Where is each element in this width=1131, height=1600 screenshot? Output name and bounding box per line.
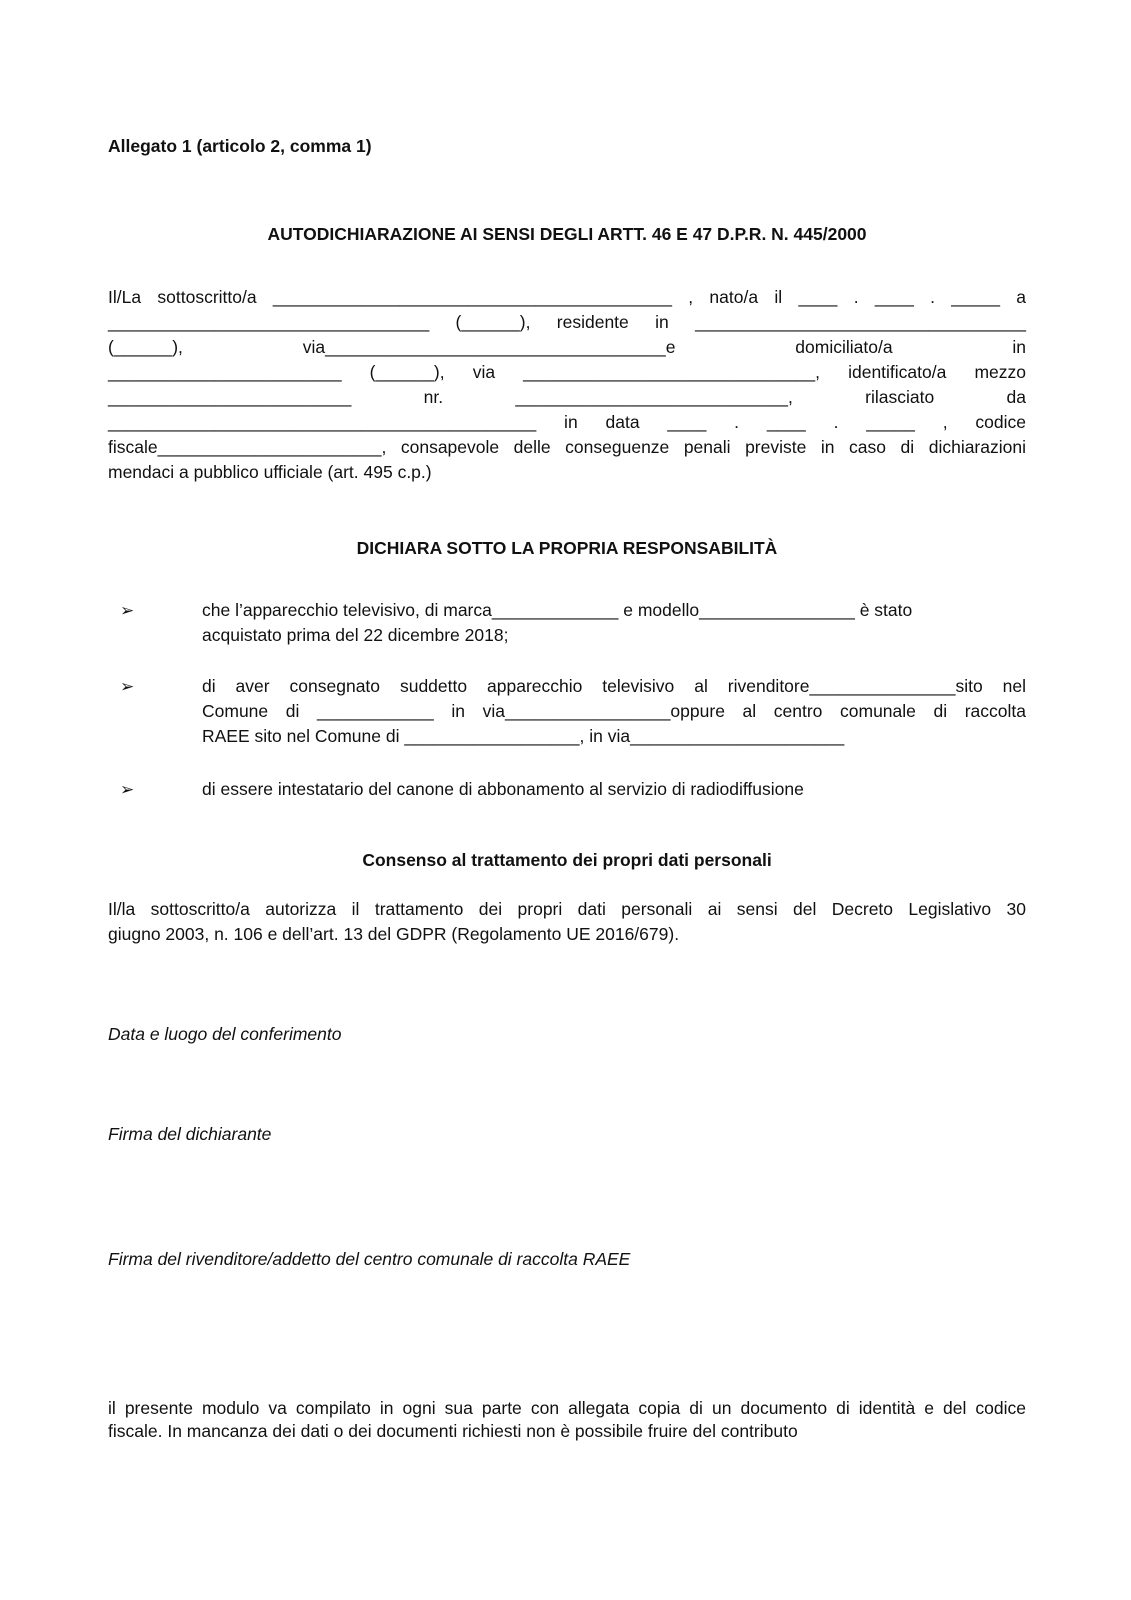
declaration-item-line: Comune di ____________ in via_________________oppure al centro comunale di raccolta: [202, 701, 1026, 721]
intro-line: ________________________ (______), via ______________________________, identificato/a mezzo: [108, 362, 1026, 382]
document-title: AUTODICHIARAZIONE AI SENSI DEGLI ARTT. 46 E 47 D.P.R. N. 445/2000: [267, 224, 867, 244]
intro-line: ____________________________________________ in data ____ . ____ . _____ , codice: [108, 412, 1026, 432]
consent-heading: Consenso al trattamento dei propri dati personali: [362, 850, 772, 870]
bullet-arrow-icon: ➢: [120, 601, 135, 620]
allegato-label: Allegato 1 (articolo 2, comma 1): [108, 136, 372, 156]
footer-note-line: fiscale. In mancanza dei dati o dei documenti richiesti non è possibile fruire del contributo: [108, 1421, 798, 1441]
intro-line: Il/La sottoscritto/a _________________________________________ , nato/a il ____ . ____ . _____ a: [108, 287, 1026, 307]
intro-line: (______), via___________________________________e domiciliato/a in: [108, 337, 1026, 357]
dealer-signature-label: Firma del rivenditore/addetto del centro comunale di raccolta RAEE: [108, 1249, 631, 1269]
bullet-arrow-icon: ➢: [120, 677, 135, 696]
declaration-item-line: RAEE sito nel Comune di __________________, in via______________________: [202, 726, 845, 746]
declaration-heading: DICHIARA SOTTO LA PROPRIA RESPONSABILITÀ: [356, 538, 778, 558]
bullet-arrow-icon: ➢: [120, 780, 135, 799]
intro-line: _________________________________ (______), residente in __________________________________: [108, 312, 1026, 332]
consent-line: giugno 2003, n. 106 e dell’art. 13 del GDPR (Regolamento UE 2016/679).: [108, 924, 680, 944]
declarant-signature-label: Firma del dichiarante: [108, 1124, 272, 1144]
intro-line: fiscale_______________________, consapevole delle conseguenze penali previste in caso di dichiarazioni: [108, 437, 1026, 457]
declaration-item-line: di essere intestatario del canone di abbonamento al servizio di radiodiffusione: [202, 779, 804, 799]
consent-line: Il/la sottoscritto/a autorizza il trattamento dei propri dati personali ai sensi del Decreto Legislativo 30: [108, 899, 1026, 919]
intro-line: _________________________ nr. ____________________________, rilasciato da: [108, 387, 1026, 407]
footer-note-line: il presente modulo va compilato in ogni sua parte con allegata copia di un documento di identità e del codice: [108, 1398, 1026, 1418]
declaration-item-line: acquistato prima del 22 dicembre 2018;: [202, 625, 509, 645]
date-place-label: Data e luogo del conferimento: [108, 1024, 342, 1044]
declaration-item-line: di aver consegnato suddetto apparecchio televisivo al rivenditore_______________sito nel: [202, 676, 1026, 696]
intro-line: mendaci a pubblico ufficiale (art. 495 c.p.): [108, 462, 432, 482]
declaration-item-line: che l’apparecchio televisivo, di marca_____________ e modello________________ è stato: [202, 600, 913, 620]
